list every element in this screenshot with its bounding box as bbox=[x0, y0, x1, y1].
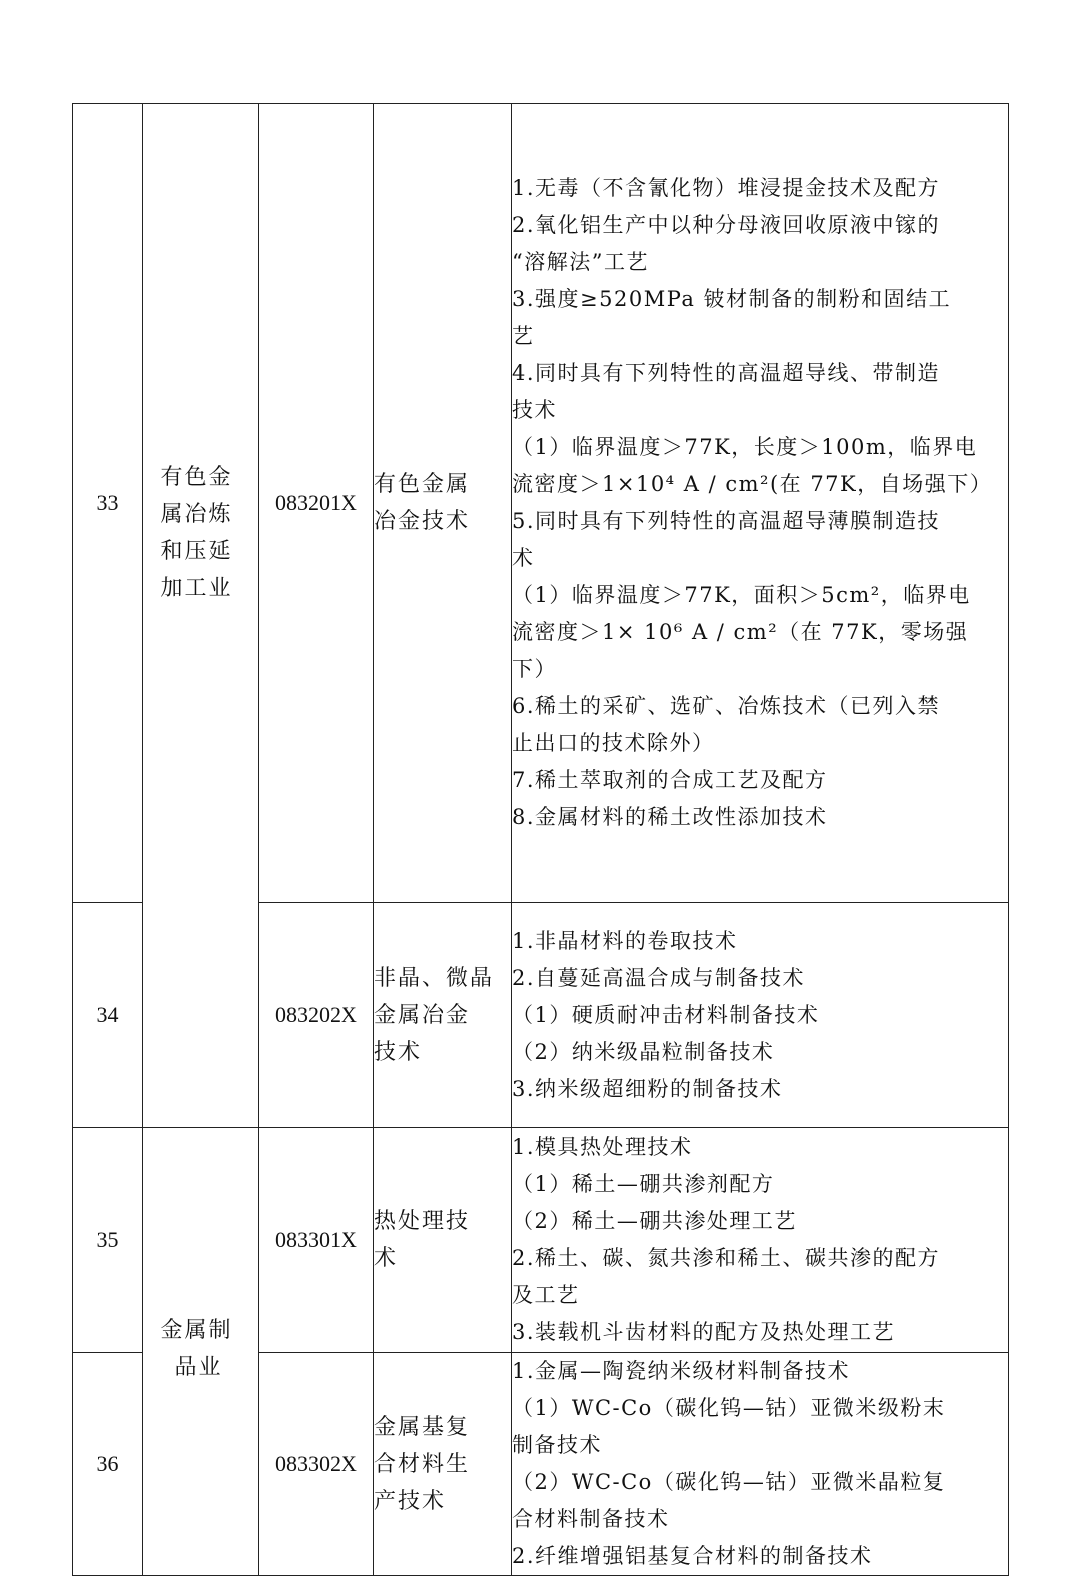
technology-table bbox=[72, 103, 1009, 1576]
row-number: 33 bbox=[73, 104, 143, 903]
item-line: 艺 bbox=[512, 324, 535, 349]
tech-name-line: 术 bbox=[374, 1246, 399, 1271]
item-line: （2）稀土—硼共渗处理工艺 bbox=[512, 1209, 797, 1233]
tech-name-line: 冶金技术 bbox=[374, 509, 471, 535]
tech-items bbox=[512, 104, 1009, 903]
item-line: 2.稀土、碳、氮共渗和稀土、碳共渗的配方 bbox=[512, 1246, 941, 1270]
tech-code: 083301X bbox=[259, 1128, 374, 1353]
item-line: （2）WC-Co（碳化钨—钴）亚微米晶粒复 bbox=[512, 1470, 946, 1494]
tech-name bbox=[374, 903, 512, 1128]
tech-name-line: 热处理技 bbox=[374, 1209, 471, 1234]
tech-name bbox=[374, 1353, 512, 1576]
tech-name-line: 产技术 bbox=[374, 1488, 447, 1514]
item-line: 8.金属材料的稀土改性添加技术 bbox=[512, 805, 828, 830]
item-line: 流密度＞1×10⁴ A / cm²(在 77K，自场强下） bbox=[512, 472, 993, 497]
tech-name bbox=[374, 1128, 512, 1353]
item-line: 技术 bbox=[512, 398, 557, 423]
category-cell-nonferrous bbox=[143, 104, 259, 1128]
category-line: 有色金 bbox=[160, 465, 233, 490]
tech-items bbox=[512, 1353, 1009, 1576]
item-line: 1.非晶材料的卷取技术 bbox=[512, 928, 738, 953]
item-line: 2.纤维增强铝基复合材料的制备技术 bbox=[512, 1544, 873, 1568]
item-line: 7.稀土萃取剂的合成工艺及配方 bbox=[512, 768, 828, 793]
item-line: 6.稀土的采矿、选矿、冶炼技术（已列入禁 bbox=[512, 694, 941, 719]
category-cell-metal-products bbox=[143, 1128, 259, 1576]
item-line: 2.自蔓延高温合成与制备技术 bbox=[512, 965, 806, 990]
tech-items bbox=[512, 903, 1009, 1128]
tech-name-line: 合材料生 bbox=[374, 1451, 471, 1477]
item-line: 1.模具热处理技术 bbox=[512, 1135, 693, 1159]
category-line: 加工业 bbox=[160, 576, 233, 601]
item-line: 术 bbox=[512, 546, 535, 571]
tech-name bbox=[374, 104, 512, 903]
category-line: 和压延 bbox=[160, 539, 233, 564]
tech-name-line: 金属基复 bbox=[374, 1414, 471, 1440]
item-line: 2.氧化铝生产中以种分母液回收原液中镓的 bbox=[512, 213, 941, 238]
category-line: 品业 bbox=[174, 1355, 223, 1380]
item-line: （1）临界温度＞77K，长度＞100m，临界电 bbox=[512, 435, 978, 460]
item-line: 制备技术 bbox=[512, 1433, 602, 1457]
item-line: （1）硬质耐冲击材料制备技术 bbox=[512, 1002, 820, 1027]
tech-code: 083202X bbox=[259, 903, 374, 1128]
item-line: （1）WC-Co（碳化钨—钴）亚微米级粉末 bbox=[512, 1396, 946, 1420]
item-line: “溶解法”工艺 bbox=[512, 250, 649, 275]
item-line: 及工艺 bbox=[512, 1283, 580, 1307]
item-line: 3.装载机斗齿材料的配方及热处理工艺 bbox=[512, 1320, 896, 1344]
tech-name-line: 有色金属 bbox=[374, 472, 471, 498]
tech-name-line: 非晶、微晶 bbox=[374, 965, 495, 991]
item-line: 3.强度≥520MPa 铍材制备的制粉和固结工 bbox=[512, 287, 952, 312]
row-number: 35 bbox=[73, 1128, 143, 1353]
item-line: 下） bbox=[512, 657, 557, 682]
tech-name-line: 技术 bbox=[374, 1039, 423, 1065]
item-line: （1）稀土—硼共渗剂配方 bbox=[512, 1172, 775, 1196]
table-row-35 bbox=[73, 1128, 1009, 1353]
item-line: 1.金属—陶瓷纳米级材料制备技术 bbox=[512, 1359, 851, 1383]
category-label bbox=[161, 1312, 241, 1386]
category-line: 属冶炼 bbox=[160, 502, 233, 527]
tech-items bbox=[512, 1128, 1009, 1353]
item-line: （2）纳米级晶粒制备技术 bbox=[512, 1039, 775, 1064]
category-label bbox=[161, 459, 241, 607]
row-number: 34 bbox=[73, 903, 143, 1128]
tech-code: 083201X bbox=[259, 104, 374, 903]
table-row-33 bbox=[73, 104, 1009, 903]
item-line: （1）临界温度＞77K，面积＞5cm²，临界电 bbox=[512, 583, 971, 608]
item-line: 5.同时具有下列特性的高温超导薄膜制造技 bbox=[512, 509, 941, 534]
item-line: 止出口的技术除外） bbox=[512, 731, 715, 756]
item-line: 合材料制备技术 bbox=[512, 1507, 670, 1531]
row-number: 36 bbox=[73, 1353, 143, 1576]
tech-code: 083302X bbox=[259, 1353, 374, 1576]
item-line: 流密度＞1× 10⁶ A / cm²（在 77K，零场强 bbox=[512, 620, 969, 645]
tech-name-line: 金属冶金 bbox=[374, 1002, 471, 1028]
item-line: 1.无毒（不含氰化物）堆浸提金技术及配方 bbox=[512, 176, 941, 201]
item-line: 3.纳米级超细粉的制备技术 bbox=[512, 1076, 783, 1101]
category-line: 金属制 bbox=[160, 1318, 233, 1343]
item-line: 4.同时具有下列特性的高温超导线、带制造 bbox=[512, 361, 941, 386]
